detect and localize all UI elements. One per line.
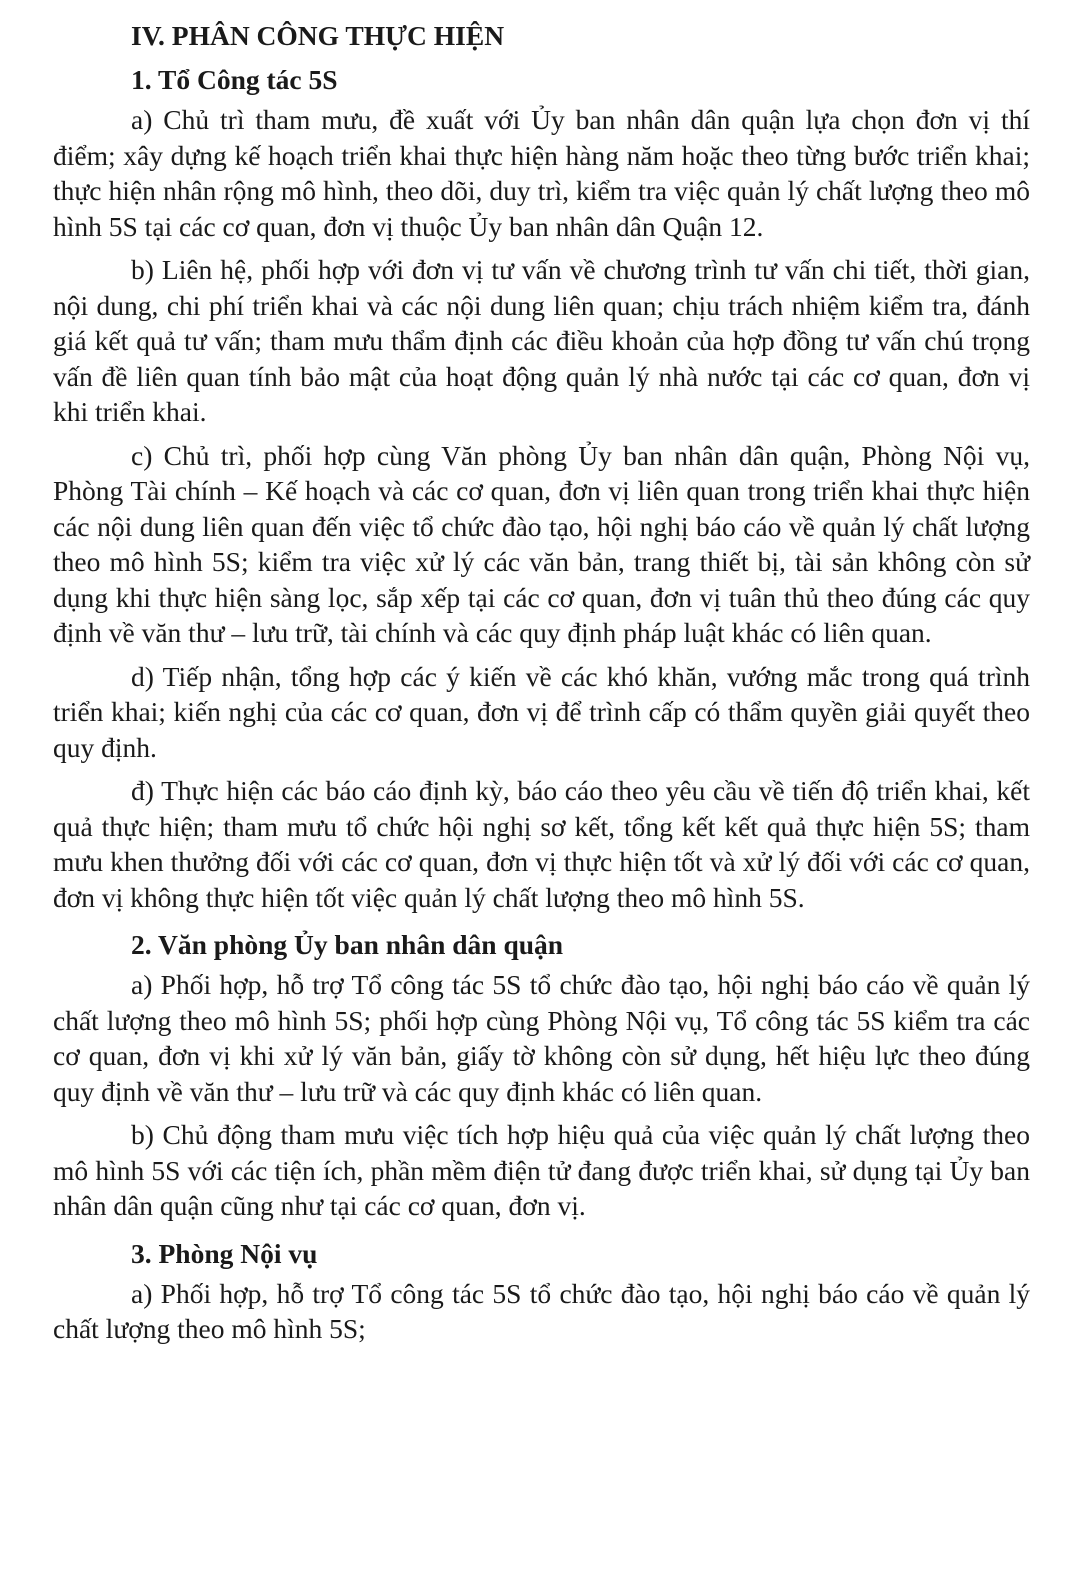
part-1-paragraph-dd: đ) Thực hiện các báo cáo định kỳ, báo cáo theo yêu cầu về tiến độ triển khai, kết quả thực hiện; tham mưu tổ chức hội nghị sơ kết, tổng kết kết quả thực hiện 5S; tham mưu khen thưởng đối với các cơ quan, đơn vị thực hiện tốt và xử lý đối với các cơ quan, đơn vị không thực hiện tốt việc quản lý chất lượng theo mô hình 5S. xyxy=(53,775,1030,913)
part-3-heading: 3. Phòng Nội vụ xyxy=(131,1237,318,1269)
part-1 xyxy=(53,58,1030,915)
part-2-heading: 2. Văn phòng Ủy ban nhân dân quận xyxy=(131,929,564,960)
part-1-paragraph-d: d) Tiếp nhận, tổng hợp các ý kiến về các khó khăn, vướng mắc trong quá trình triển khai; kiến nghị của các cơ quan, đơn vị để trình cấp có thẩm quyền giải quyết theo quy định. xyxy=(53,660,1030,763)
part-3-paragraph-a: a) Phối hợp, hỗ trợ Tổ công tác 5S tổ chức đào tạo, hội nghị báo cáo về quản lý chất lượng theo mô hình 5S; xyxy=(53,1277,1030,1344)
part-1-heading: 1. Tổ Công tác 5S xyxy=(131,64,338,95)
part-2-paragraph-a: a) Phối hợp, hỗ trợ Tổ công tác 5S tổ chức đào tạo, hội nghị báo cáo về quản lý chất lượng theo mô hình 5S; phối hợp cùng Phòng Nội vụ, Tổ công tác 5S kiểm tra các cơ quan, đơn vị khi xử lý văn bản, giấy tờ không còn sử dụng, hết hiệu lực theo đúng quy định về văn thư – lưu trữ và các quy định khác có liên quan. xyxy=(53,969,1030,1107)
section-title: IV. PHÂN CÔNG THỰC HIỆN xyxy=(131,20,505,51)
part-3 xyxy=(53,1232,1030,1347)
part-2 xyxy=(53,923,1030,1224)
part-2-paragraph-b: b) Chủ động tham mưu việc tích hợp hiệu quả của việc quản lý chất lượng theo mô hình 5S với các tiện ích, phần mềm điện tử đang được triển khai, sử dụng tại Ủy ban nhân dân quận cũng như tại các cơ quan, đơn vị. xyxy=(53,1119,1030,1221)
part-1-paragraph-a: a) Chủ trì tham mưu, đề xuất với Ủy ban nhân dân quận lựa chọn đơn vị thí điểm; xây dựng kế hoạch triển khai thực hiện hàng năm hoặc theo từng bước triển khai; thực hiện nhân rộng mô hình, theo dõi, duy trì, kiểm tra việc quản lý chất lượng theo mô hình 5S tại các cơ quan, đơn vị thuộc Ủy ban nhân dân Quận 12. xyxy=(53,104,1030,242)
part-1-paragraph-c: c) Chủ trì, phối hợp cùng Văn phòng Ủy ban nhân dân quận, Phòng Nội vụ, Phòng Tài chính – Kế hoạch và các cơ quan, đơn vị liên quan trong triển khai thực hiện các nội dung liên quan đến việc tổ chức đào tạo, hội nghị báo cáo về quản lý chất lượng theo mô hình 5S; kiểm tra việc xử lý các văn bản, trang thiết bị, tài sản không còn sử dụng khi thực hiện sàng lọc, sắp xếp tại các cơ quan, đơn vị tuân thủ theo đúng các quy định về văn thư – lưu trữ, tài chính và các quy định pháp luật khác có liên quan. xyxy=(53,439,1030,648)
part-1-paragraph-b: b) Liên hệ, phối hợp với đơn vị tư vấn về chương trình tư vấn chi tiết, thời gian, nội dung, chi phí triển khai và các nội dung liên quan; chịu trách nhiệm kiểm tra, đánh giá kết quả tư vấn; tham mưu thẩm định các điều khoản của hợp đồng tư vấn chú trọng vấn đề liên quan tính bảo mật của hoạt động quản lý nhà nước tại các cơ quan, đơn vị khi triển khai. xyxy=(53,254,1030,427)
